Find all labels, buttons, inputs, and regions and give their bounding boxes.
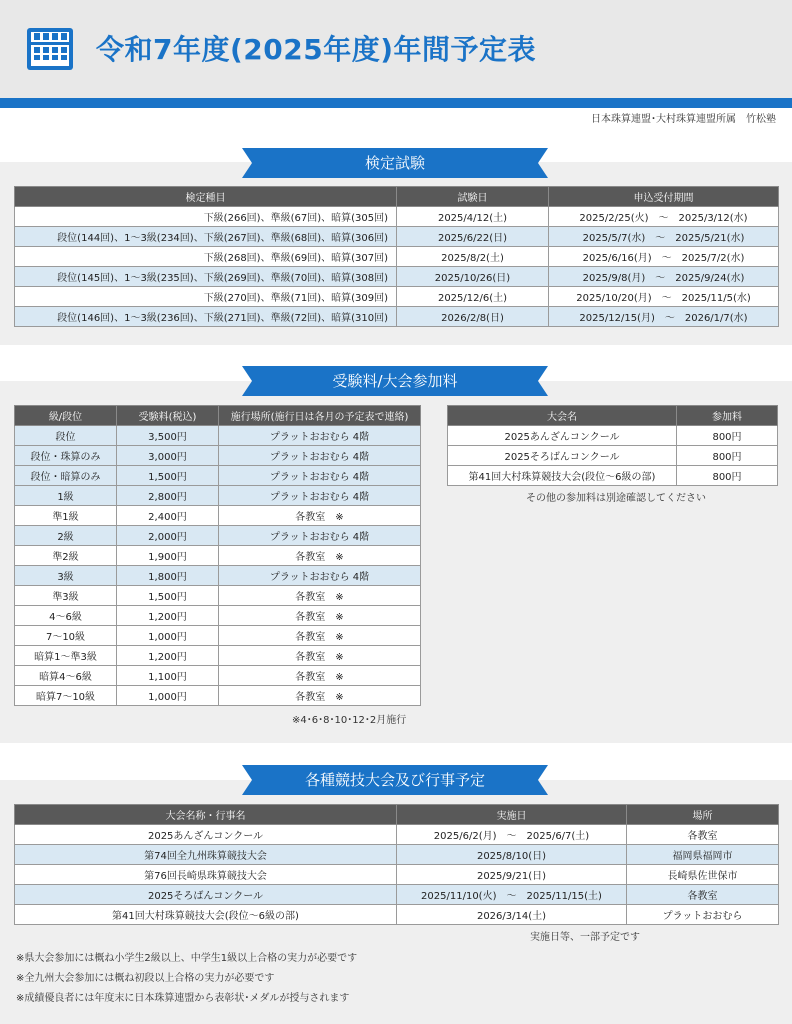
table-row [15,546,421,566]
organization-name: 日本珠算連盟･大村珠算連盟所属 竹松塾 [591,114,776,125]
fee-grade: 段位・珠算のみ [15,446,117,466]
exam-application-period: 2025/2/25(火) ～ 2025/3/12(水) [549,207,779,227]
column-header: 施行場所(施行日は各月の予定表で連絡) [219,406,421,426]
table-row [15,227,779,247]
fee-grade: 準3級 [15,586,117,606]
table-row [448,426,778,446]
fee-grade: 2級 [15,526,117,546]
table-row [15,566,421,586]
fee-amount: 1,500円 [117,466,219,486]
table-row [15,426,421,446]
events-table-header [15,805,779,825]
event-date: 2025/6/2(月) ～ 2025/6/7(土) [397,825,627,845]
fee-grade: 準1級 [15,506,117,526]
fee-grade: 暗算4～6級 [15,666,117,686]
fee-place: 各教室 ※ [219,546,421,566]
fee-amount: 1,100円 [117,666,219,686]
contest-fee-table [447,405,778,486]
exam-table [14,186,779,327]
fee-grade: 3級 [15,566,117,586]
fees-table [14,405,421,706]
fee-grade: 4～6級 [15,606,117,626]
column-header: 参加料 [677,406,778,426]
fee-place: 各教室 ※ [219,646,421,666]
table-row [15,446,421,466]
event-place: 福岡県福岡市 [627,845,779,865]
fee-grade: 段位・暗算のみ [15,466,117,486]
fee-grade: 段位 [15,426,117,446]
event-name: 第76回長崎県珠算競技大会 [15,865,397,885]
fee-place: 各教室 ※ [219,586,421,606]
fee-place: 各教室 ※ [219,666,421,686]
fee-place: 各教室 ※ [219,626,421,646]
exam-subject: 下級(270回)、準級(71回)、暗算(309回) [15,287,397,307]
table-row [15,646,421,666]
fee-grade: 準2級 [15,546,117,566]
footnote: ※全九州大会参加には概ね初段以上合格の実力が必要です [16,973,275,984]
fee-amount: 1,800円 [117,566,219,586]
exam-heading-ribbon [242,148,548,178]
fee-grade: 暗算7～10級 [15,686,117,706]
exam-table-header [15,187,779,207]
abacus-icon [26,27,74,71]
fee-amount: 1,200円 [117,646,219,666]
exam-subject: 段位(145回)、1～3級(235回)、下級(269回)、準級(70回)、暗算(308回) [15,267,397,287]
fees-heading-ribbon [242,366,548,396]
contest-name: 第41回大村珠算競技大会(段位～6級の部) [448,466,677,486]
table-row [15,247,779,267]
events-heading-ribbon [242,765,548,795]
fee-amount: 2,400円 [117,506,219,526]
column-header: 大会名 [448,406,677,426]
table-row [15,506,421,526]
fee-amount: 2,800円 [117,486,219,506]
contest-fee: 800円 [677,426,778,446]
contest-fee-table-header [448,406,778,426]
table-row [15,825,779,845]
fee-amount: 1,500円 [117,586,219,606]
fee-grade: 1級 [15,486,117,506]
exam-application-period: 2025/6/16(月) ～ 2025/7/2(水) [549,247,779,267]
events-heading: 各種競技大会及び行事予定 [304,771,485,789]
fee-amount: 1,200円 [117,606,219,626]
exam-application-period: 2025/10/20(月) ～ 2025/11/5(水) [549,287,779,307]
fee-grade: 7～10級 [15,626,117,646]
table-row [15,307,779,327]
table-row [15,287,779,307]
event-place: 長崎県佐世保市 [627,865,779,885]
fee-place: 各教室 ※ [219,686,421,706]
event-date: 2026/3/14(土) [397,905,627,925]
table-row [15,486,421,506]
column-header: 実施日 [397,805,627,825]
fee-place: プラットおおむら 4階 [219,446,421,466]
column-header: 申込受付期間 [549,187,779,207]
exam-application-period: 2025/12/15(月) ～ 2026/1/7(水) [549,307,779,327]
event-place: 各教室 [627,825,779,845]
event-name: 2025そろばんコンクール [15,885,397,905]
fees-table-header [15,406,421,426]
fee-amount: 1,000円 [117,686,219,706]
footnote: ※県大会参加には概ね小学生2級以上、中学生1級以上合格の実力が必要です [16,953,358,964]
event-place: 各教室 [627,885,779,905]
exam-subject: 段位(144回)、1～3級(234回)、下級(267回)、準級(68回)、暗算(306回) [15,227,397,247]
exam-heading: 検定試験 [364,154,425,172]
exam-application-period: 2025/9/8(月) ～ 2025/9/24(水) [549,267,779,287]
events-table [14,804,779,925]
page-title: 令和7年度(2025年度)年間予定表 [96,33,537,66]
table-row [448,446,778,466]
fee-place: 各教室 ※ [219,606,421,626]
event-date: 2025/8/10(日) [397,845,627,865]
event-name: 第74回全九州珠算競技大会 [15,845,397,865]
table-row [15,207,779,227]
fees-heading: 受験料/大会参加料 [332,372,458,390]
fee-place: 各教室 ※ [219,506,421,526]
contest-name: 2025あんざんコンクール [448,426,677,446]
table-row [15,526,421,546]
event-date: 2025/11/10(火) ～ 2025/11/15(土) [397,885,627,905]
exam-date: 2025/10/26(日) [397,267,549,287]
exam-date: 2025/12/6(土) [397,287,549,307]
table-row [15,845,779,865]
table-row [15,865,779,885]
table-row [448,466,778,486]
exam-application-period: 2025/5/7(水) ～ 2025/5/21(水) [549,227,779,247]
exam-subject: 段位(146回)、1～3級(236回)、下級(271回)、準級(72回)、暗算(310回) [15,307,397,327]
exam-subject: 下級(268回)、準級(69回)、暗算(307回) [15,247,397,267]
fee-place: プラットおおむら 4階 [219,526,421,546]
fee-place: プラットおおむら 4階 [219,466,421,486]
table-row [15,586,421,606]
footnote: ※成績優良者には年度末に日本珠算連盟から表彰状･メダルが授与されます [16,993,350,1004]
table-row [15,885,779,905]
fee-place: プラットおおむら 4階 [219,426,421,446]
column-header: 場所 [627,805,779,825]
event-name: 第41回大村珠算競技大会(段位～6級の部) [15,905,397,925]
contest-fee: 800円 [677,466,778,486]
header-accent-bar [0,98,792,108]
contest-fee-note: その他の参加料は別途確認してください [526,493,706,504]
event-place: プラットおおむら [627,905,779,925]
table-row [15,267,779,287]
exam-date: 2025/6/22(日) [397,227,549,247]
contest-fee: 800円 [677,446,778,466]
table-row [15,626,421,646]
event-date: 2025/9/21(日) [397,865,627,885]
table-row [15,666,421,686]
exam-subject: 下級(266回)、準級(67回)、暗算(305回) [15,207,397,227]
fees-note: ※4･6･8･10･12･2月施行 [292,715,407,726]
events-note: 実施日等、一部予定です [530,932,640,943]
column-header: 検定種目 [15,187,397,207]
exam-date: 2025/4/12(土) [397,207,549,227]
event-name: 2025あんざんコンクール [15,825,397,845]
column-header: 試験日 [397,187,549,207]
column-header: 級/段位 [15,406,117,426]
exam-date: 2026/2/8(日) [397,307,549,327]
exam-date: 2025/8/2(土) [397,247,549,267]
contest-name: 2025そろばんコンクール [448,446,677,466]
table-row [15,466,421,486]
table-row [15,686,421,706]
table-row [15,905,779,925]
fee-grade: 暗算1～準3級 [15,646,117,666]
fee-amount: 1,900円 [117,546,219,566]
fee-amount: 3,000円 [117,446,219,466]
fee-amount: 2,000円 [117,526,219,546]
column-header: 大会名称・行事名 [15,805,397,825]
fee-amount: 3,500円 [117,426,219,446]
fee-place: プラットおおむら 4階 [219,566,421,586]
table-row [15,606,421,626]
fee-place: プラットおおむら 4階 [219,486,421,506]
column-header: 受験料(税込) [117,406,219,426]
fee-amount: 1,000円 [117,626,219,646]
